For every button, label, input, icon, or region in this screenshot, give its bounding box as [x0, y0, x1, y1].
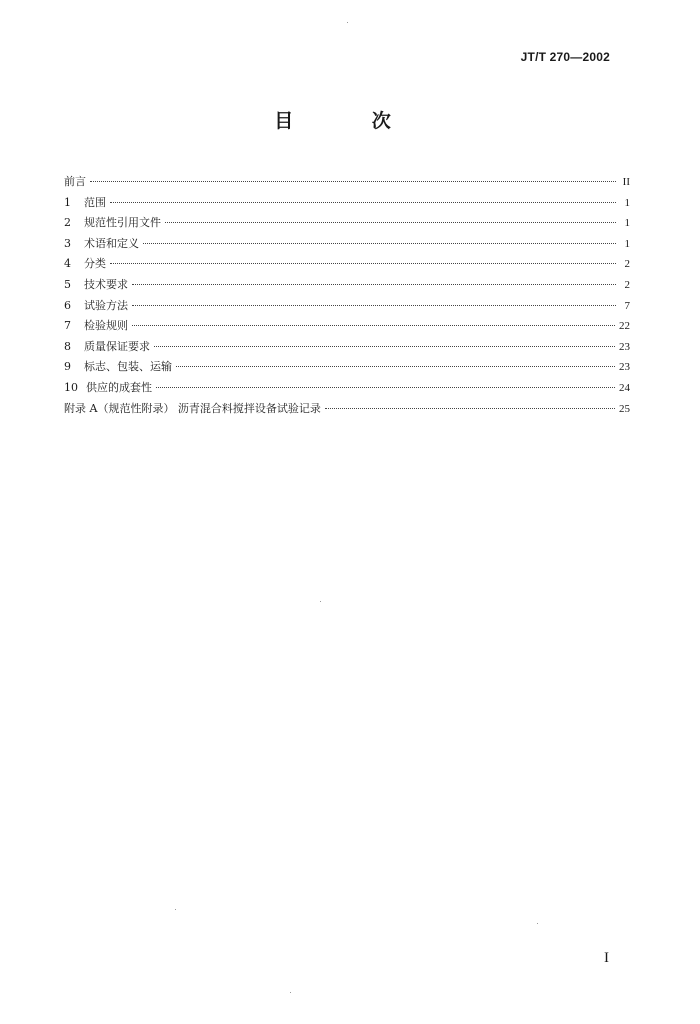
toc-item-quality-assurance[interactable]: [64, 337, 630, 358]
toc-item-page: 23: [619, 340, 630, 353]
toc-leader-dots: [132, 325, 615, 326]
toc-item-inspection-rules[interactable]: [64, 316, 630, 337]
toc-item-test-methods[interactable]: [64, 296, 630, 317]
toc-item-text: 规范性引用文件: [84, 216, 161, 230]
toc-item-page: 1: [624, 196, 630, 209]
toc-item-text: 试验方法: [84, 298, 128, 312]
toc-item-text: 技术要求: [84, 277, 128, 291]
toc-leader-dots: [165, 222, 616, 223]
toc-leader-dots: [154, 346, 615, 347]
toc-leader-dots: [132, 284, 616, 285]
toc-item-page: 2: [624, 278, 630, 291]
toc-leader-dots: [110, 202, 616, 203]
table-of-contents: [64, 172, 630, 419]
toc-item-number: 6: [64, 298, 71, 312]
toc-item-text: 术语和定义: [84, 236, 139, 250]
toc-item-page: 24: [619, 381, 630, 394]
toc-item-scope[interactable]: [64, 193, 630, 214]
toc-item-classification[interactable]: [64, 254, 630, 275]
toc-item-number: 1: [64, 195, 71, 209]
toc-item-text: 标志、包装、运输: [84, 360, 172, 374]
standard-code: JT/T 270—2002: [520, 50, 610, 64]
toc-item-foreword[interactable]: [64, 172, 630, 193]
toc-item-text: 分类: [84, 257, 106, 271]
toc-item-text: 检验规则: [84, 319, 128, 333]
page-number: I: [604, 950, 609, 966]
toc-item-normative-references[interactable]: [64, 213, 630, 234]
toc-leader-dots: [110, 263, 616, 264]
toc-item-marking-packaging-transport[interactable]: [64, 357, 630, 378]
toc-item-page: 1: [624, 217, 630, 230]
scan-speck: [290, 992, 291, 993]
toc-item-page: 23: [619, 361, 630, 374]
toc-item-number: 9: [64, 360, 71, 374]
toc-item-terms-definitions[interactable]: [64, 234, 630, 255]
toc-leader-dots: [176, 366, 615, 367]
toc-leader-dots: [143, 243, 616, 244]
toc-leader-dots: [156, 387, 615, 388]
toc-item-text: 供应的成套性: [86, 380, 152, 394]
scan-speck: [537, 923, 538, 924]
toc-item-number: 4: [64, 257, 71, 271]
toc-leader-dots: [325, 408, 615, 409]
toc-item-appendix-a[interactable]: [64, 399, 630, 420]
toc-item-text: 前言: [64, 175, 86, 188]
scan-speck: [320, 601, 321, 602]
toc-item-page: II: [622, 176, 630, 188]
toc-item-page: 25: [619, 402, 630, 415]
toc-item-number: 8: [64, 339, 71, 353]
scan-speck: [347, 22, 348, 23]
toc-item-text: 质量保证要求: [84, 339, 150, 353]
toc-item-text: 附录 A（规范性附录） 沥青混合料搅拌设备试验记录: [64, 401, 321, 415]
toc-item-number: 5: [64, 277, 71, 291]
toc-item-number: 10: [64, 380, 78, 394]
scan-speck: [175, 909, 176, 910]
toc-item-technical-requirements[interactable]: [64, 275, 630, 296]
toc-item-completeness-of-supply[interactable]: [64, 378, 630, 399]
toc-item-number: 3: [64, 236, 71, 250]
page-title: 目 次: [274, 110, 427, 132]
toc-item-page: 2: [624, 258, 630, 271]
toc-item-page: 7: [624, 299, 630, 312]
toc-item-number: 7: [64, 319, 71, 333]
toc-leader-dots: [90, 181, 616, 182]
toc-item-page: 22: [619, 320, 630, 333]
toc-item-text: 范围: [84, 195, 106, 209]
toc-item-page: 1: [624, 237, 630, 250]
toc-leader-dots: [132, 305, 616, 306]
toc-item-number: 2: [64, 216, 71, 230]
